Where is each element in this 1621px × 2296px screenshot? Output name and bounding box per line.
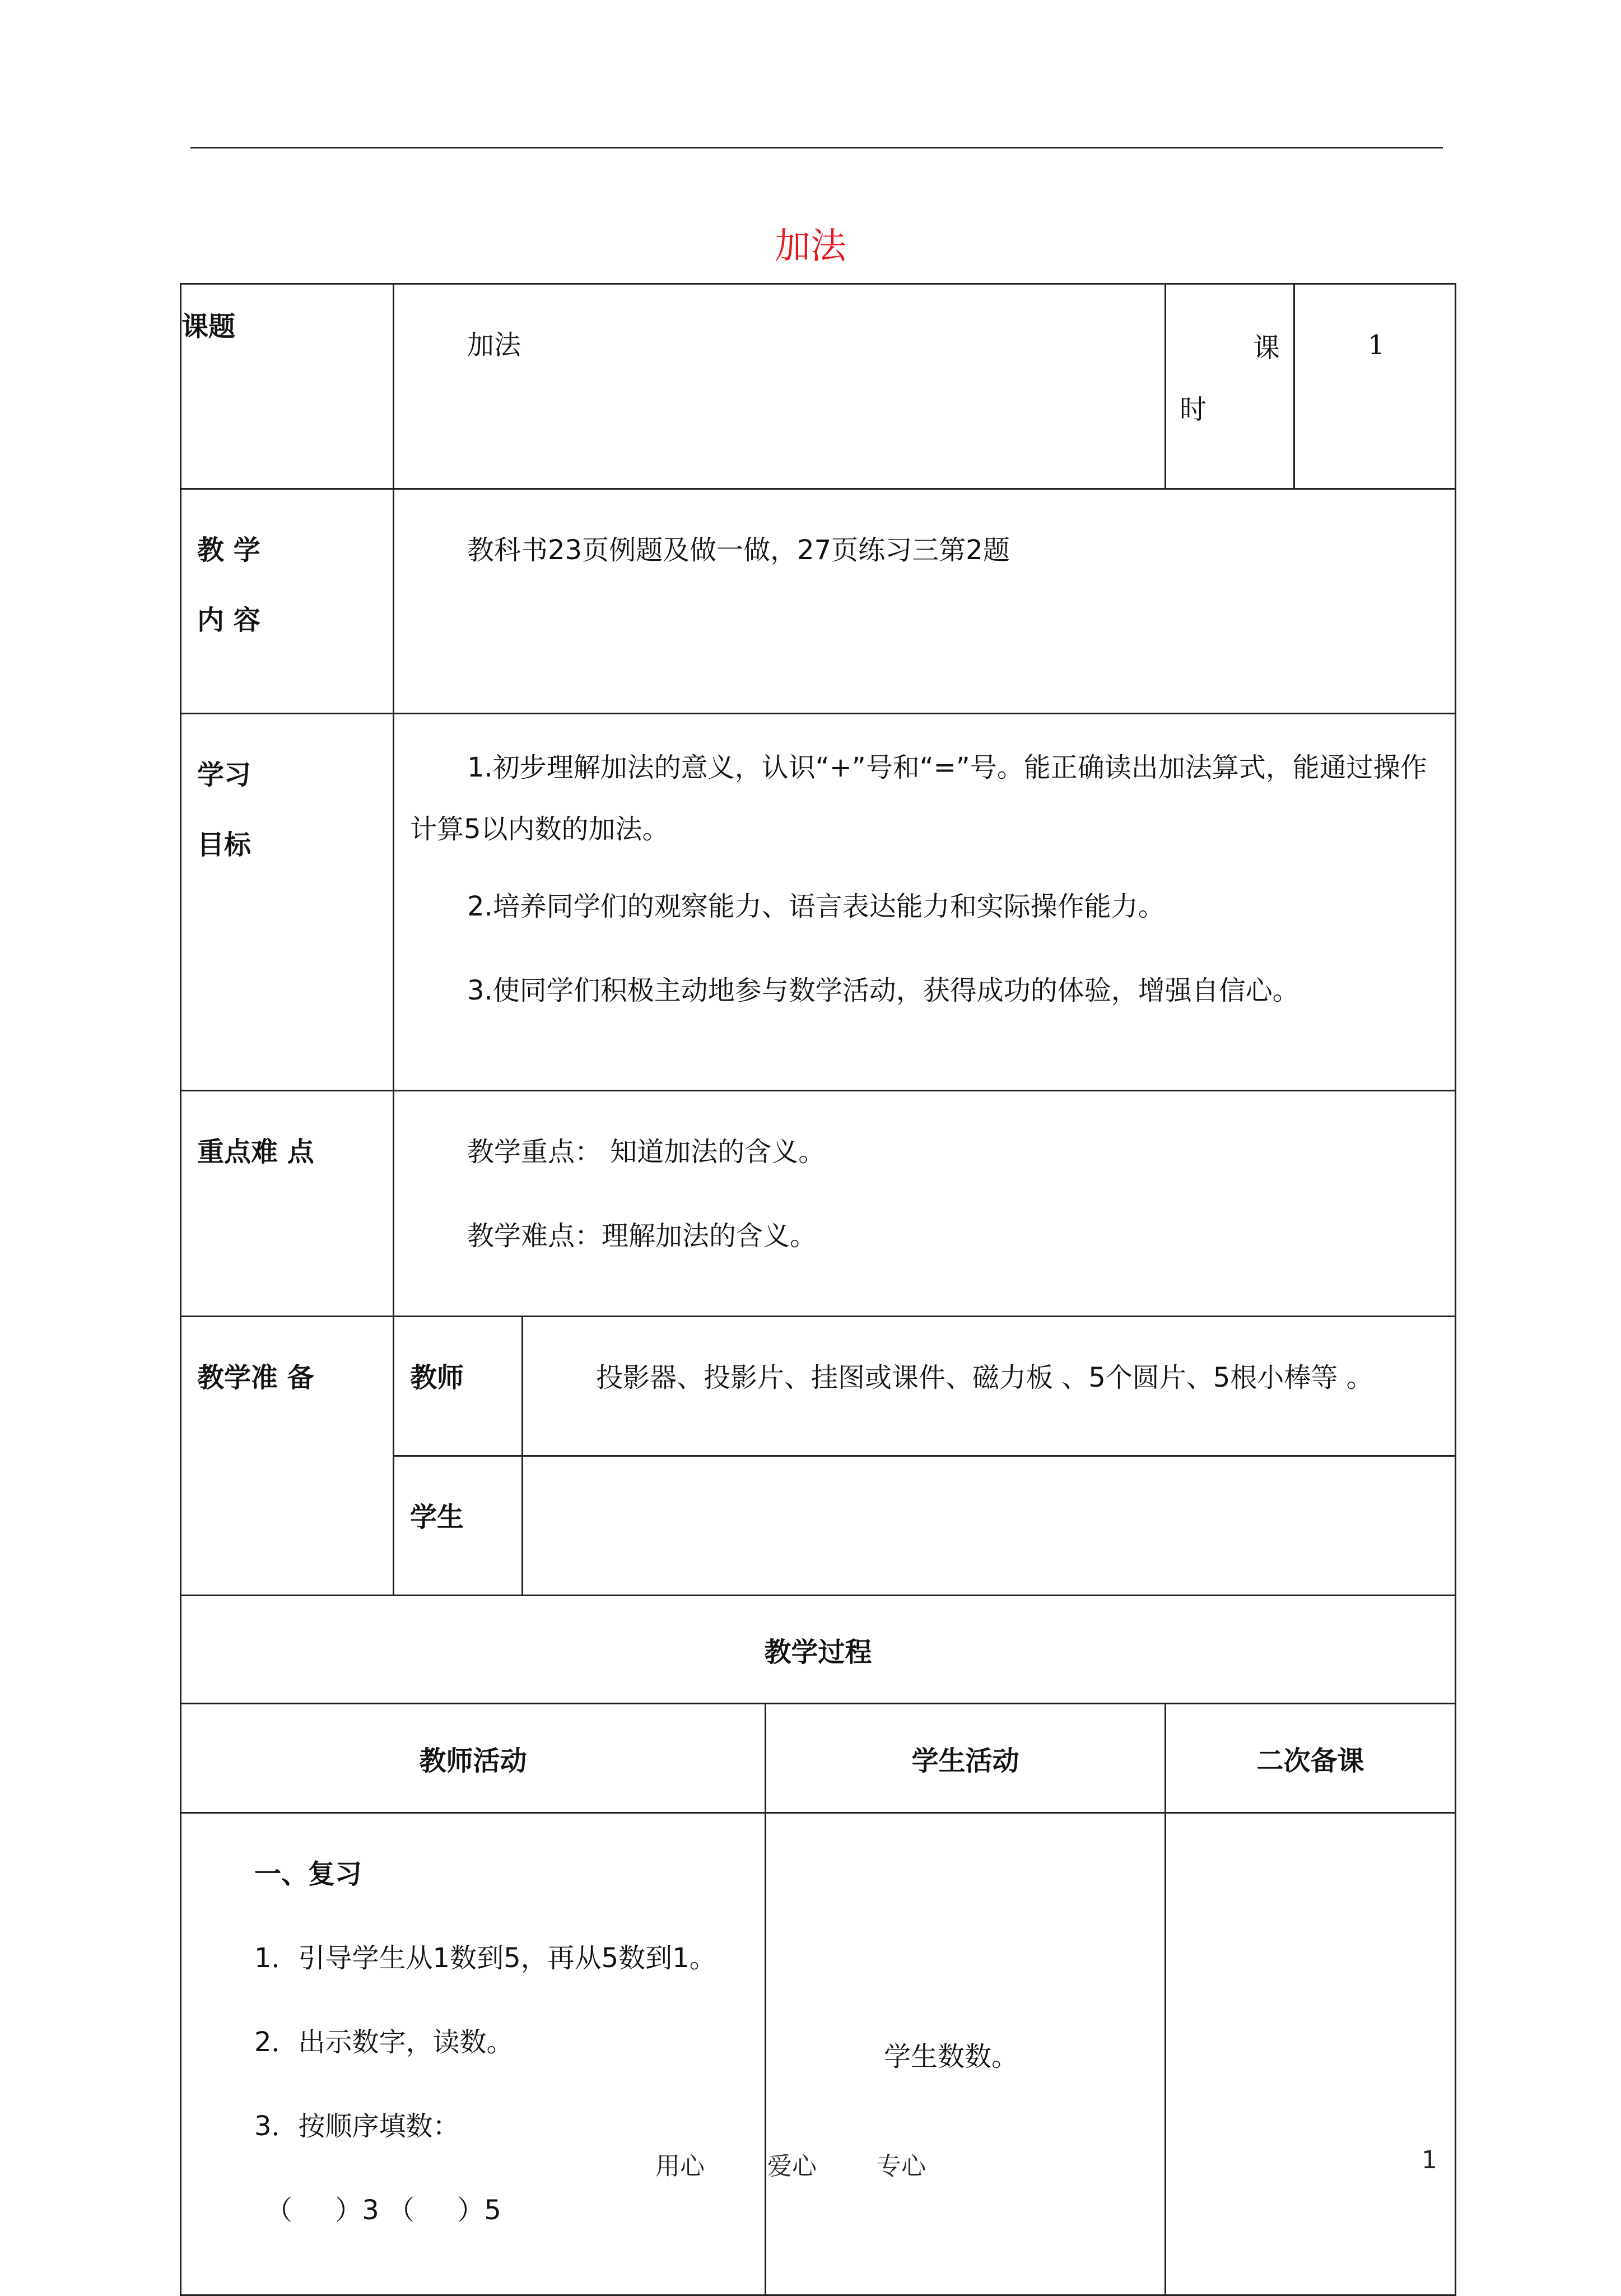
topic-value-cell: [394, 284, 1166, 489]
content-label-1: 教 学: [197, 535, 260, 566]
period-label-1: 课: [1253, 332, 1280, 364]
review-section-title: 一、复习: [254, 1858, 362, 1890]
col-notes-header: 二次备课: [1256, 1745, 1364, 1777]
col-teacher-header-cell: [181, 1704, 766, 1813]
content-value-cell: [394, 489, 1456, 714]
goals-label-cell: [181, 714, 394, 1091]
footer-motto-2: 爱心: [767, 2152, 817, 2181]
col-student-header: 学生活动: [911, 1745, 1019, 1777]
prep-label: 教学准 备: [197, 1362, 314, 1393]
student-activity-cell: [766, 1813, 1166, 2295]
table-row-topic: [181, 284, 1456, 489]
content-label-2: 内 容: [197, 605, 260, 636]
document-title: 加法: [775, 226, 846, 267]
key-points-label-cell: [181, 1091, 394, 1317]
teacher-activity-item: 2．出示数字，读数。: [254, 2027, 514, 2058]
table-row-prep-teacher: [181, 1317, 1456, 1456]
topic-value: 加法: [467, 329, 521, 361]
key-points-label: 重点难 点: [197, 1136, 314, 1168]
period-label-cell: [1166, 284, 1294, 489]
col-student-header-cell: [766, 1704, 1166, 1813]
prep-teacher-label: 教师: [410, 1362, 464, 1393]
table-row-activities: [181, 1813, 1456, 2295]
table-row-process-heading: [181, 1596, 1456, 1704]
footer-motto-3: 专心: [877, 2152, 926, 2181]
prep-student-label: 学生: [410, 1502, 464, 1533]
teacher-activity-item: 3．按顺序填数：: [254, 2111, 460, 2142]
fill-in-sequence: （ ）3 （ ）5: [265, 2195, 501, 2226]
content-label-cell: [181, 489, 394, 714]
notes-cell: [1166, 1813, 1456, 2295]
prep-student-value-cell: [523, 1456, 1456, 1596]
prep-label-cell: [181, 1317, 394, 1596]
period-value-cell: [1294, 284, 1456, 489]
content-value: 教科书23页例题及做一做，27页练习三第2题: [467, 535, 1010, 566]
period-value: 1: [1368, 329, 1385, 361]
goal-item: 1.初步理解加法的意义，认识“+”号和“=”号。能正确读出加法算式，能通过操作计算5以内数的加法。: [410, 752, 1427, 845]
page-number: 1: [1422, 2146, 1437, 2174]
prep-teacher-value-cell: [523, 1317, 1456, 1456]
table-row-column-headers: [181, 1704, 1456, 1813]
table-row-goals: [181, 714, 1456, 1091]
key-point: 教学重点： 知道加法的含义。: [467, 1136, 826, 1168]
process-heading: 教学过程: [764, 1636, 872, 1668]
goals-value-cell: [394, 714, 1456, 1091]
col-teacher-header: 教师活动: [419, 1745, 527, 1777]
goal-item: 2.培养同学们的观察能力、语言表达能力和实际操作能力。: [467, 891, 1165, 922]
goals-label-2: 目标: [197, 829, 251, 861]
prep-student-label-cell: [394, 1456, 523, 1596]
table-row-key-points: [181, 1091, 1456, 1317]
key-points-value-cell: [394, 1091, 1456, 1317]
goal-item: 3.使同学们积极主动地参与数学活动，获得成功的体验，增强自信心。: [467, 975, 1299, 1006]
table-row-content: [181, 489, 1456, 714]
teacher-activity-item: 1．引导学生从1数到5，再从5数到1。: [254, 1942, 716, 1974]
topic-label-cell: [181, 284, 394, 489]
period-label-2: 时: [1180, 394, 1207, 425]
difficult-point: 教学难点：理解加法的含义。: [467, 1220, 817, 1252]
footer-motto-1: 用心: [655, 2152, 705, 2181]
header-rule: [190, 147, 1443, 148]
topic-label: 课题: [181, 311, 236, 342]
student-activity: 学生数数。: [884, 2041, 1019, 2072]
col-notes-header-cell: [1166, 1704, 1456, 1813]
prep-teacher-value: 投影器、投影片、挂图或课件、磁力板 、5个圆片、5根小棒等 。: [596, 1362, 1373, 1393]
lesson-plan-table: [180, 283, 1456, 2296]
teacher-activity-cell: [181, 1813, 766, 2295]
goals-label-1: 学习: [197, 759, 251, 791]
prep-teacher-label-cell: [394, 1317, 523, 1456]
process-heading-cell: [181, 1596, 1456, 1704]
